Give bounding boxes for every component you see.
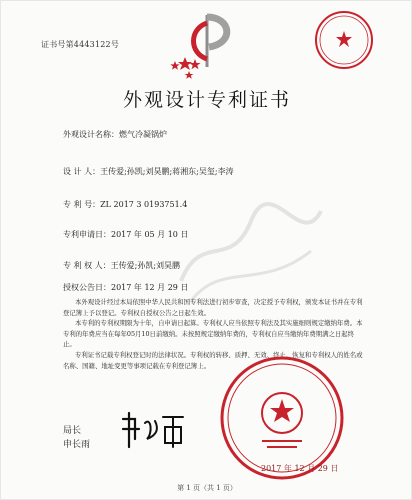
cnipa-emblem-icon	[161, 9, 253, 83]
filing-date-field	[63, 229, 188, 240]
grant-date-label: 授权公告日：	[63, 283, 111, 292]
patent-number-label: 专 利 号：	[63, 200, 101, 209]
director-label: 局长	[63, 426, 82, 436]
patentee-value: 王传爱;孙凯;刘昊鹏	[110, 261, 181, 270]
patentee-label: 专 利 权 人：	[63, 261, 111, 270]
certificate-number: 证书号第4443122号	[41, 40, 120, 49]
design-name-value: 燃气冷凝锅炉	[119, 130, 167, 139]
body-paragraph: 专利证书记载专利权登记时的法律状况。专利权的转移、质押、无效、终止、恢复和专利权人的姓名或名称、国籍、地址变更等事项记载在专利登记簿上。	[63, 350, 363, 370]
filing-date-label: 专利申请日：	[63, 230, 111, 239]
designers-label: 设 计 人：	[63, 167, 101, 176]
design-name-field	[63, 129, 167, 140]
grant-date-field	[63, 282, 188, 293]
certificate-title: 外观设计专利证书	[122, 89, 291, 111]
designers-value: 王传爱;孙凯;刘昊鹏;蒋湘东;吴玺;李涛	[100, 167, 234, 176]
patentee-field	[63, 260, 180, 271]
design-name-label: 外观设计名称：	[63, 130, 119, 139]
designers-field	[63, 166, 234, 177]
patent-number-value: ZL 2017 3 0193751.4	[100, 200, 188, 209]
patent-number-field	[63, 199, 187, 210]
director-signature	[117, 409, 187, 453]
body-paragraph: 本外观设计经过本局依照中华人民共和国专利法进行初步审查，决定授予专利权，颁发本证书并在专利登记簿上予以登记。专利权自授权公告之日起生效。	[63, 298, 363, 317]
grant-date-value: 2017 年 12 月 29 日	[111, 283, 189, 292]
body-paragraph: 本专利的专利权期限为十年，自申请日起算。专利权人应当依照专利法及其实施细则规定缴纳年费。本专利的年费应当在每年05月10日前缴纳。未按照规定缴纳年费的，专利权自应当缴纳年费期满之日起终止。	[63, 319, 363, 349]
director-name: 申长雨	[63, 440, 91, 450]
signing-date: 2017 年 12 月 29 日	[261, 464, 339, 473]
watermark-stamp	[171, 191, 331, 311]
top-seal-stamp	[313, 9, 375, 71]
filing-date-value: 2017 年 05 月 10 日	[111, 230, 189, 239]
page-number: 第 1 页（共 1 页）	[177, 484, 237, 492]
